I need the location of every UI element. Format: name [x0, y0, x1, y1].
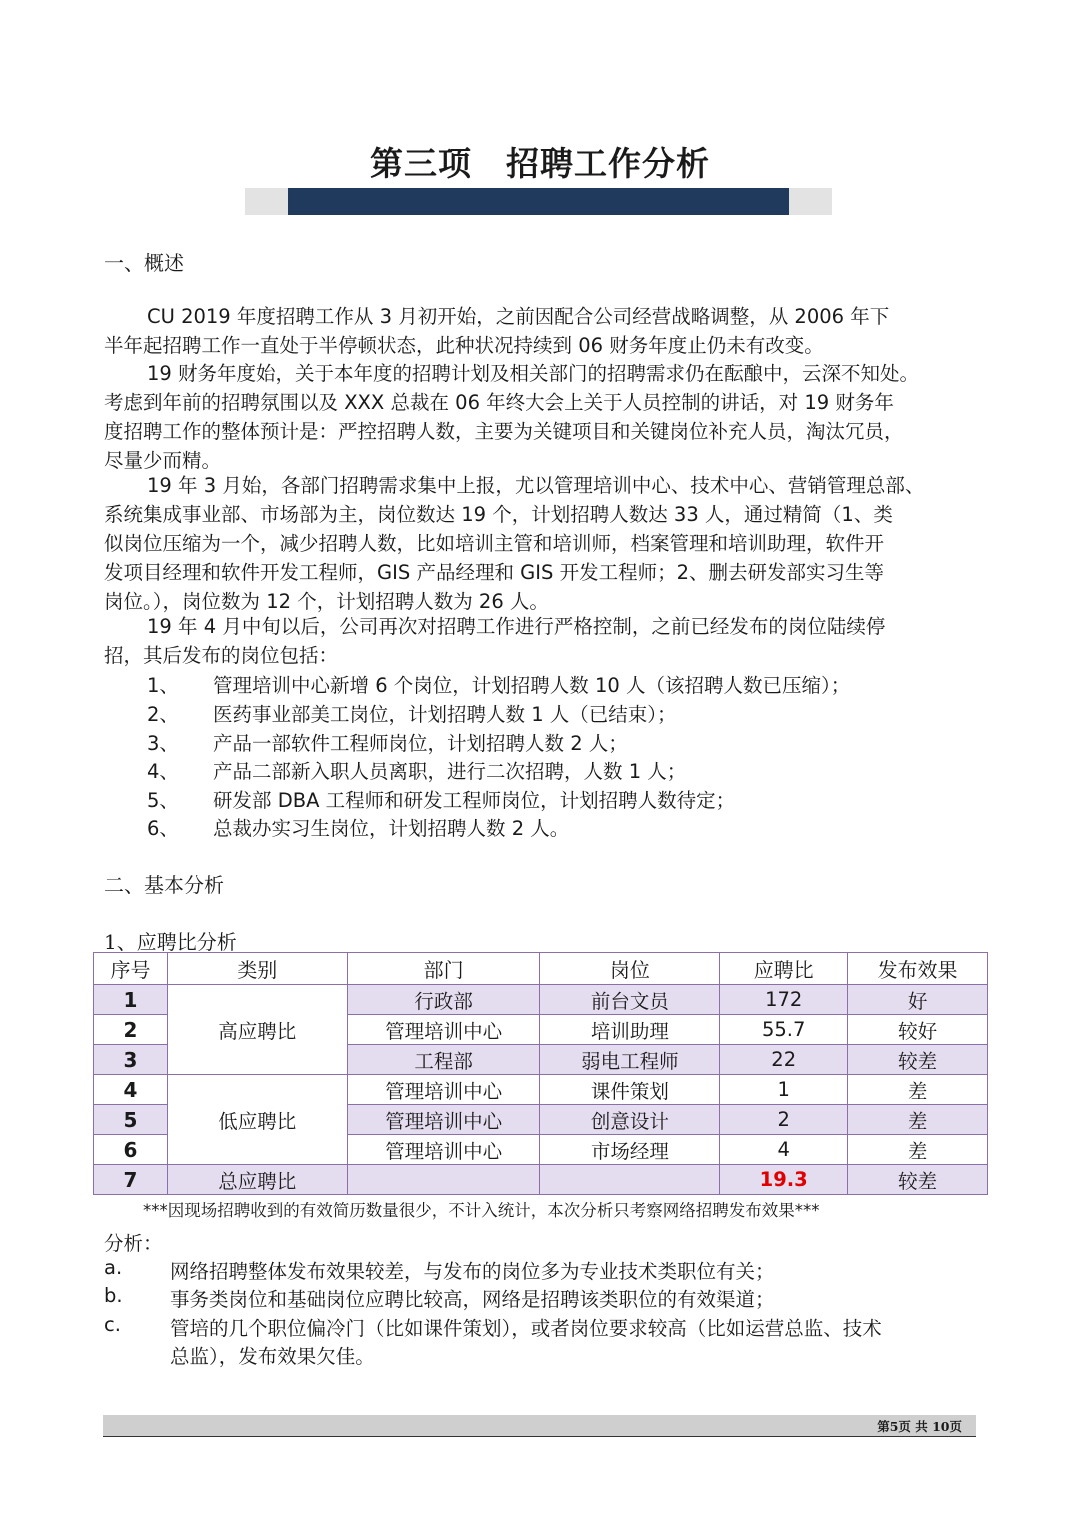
analysis-item-letter: b.: [104, 1284, 123, 1307]
analysis-item-text: 网络招聘整体发布效果较差，与发布的岗位多为专业技术类职位有关；: [170, 1260, 775, 1283]
cell-effect: 好: [848, 985, 988, 1015]
subsection-heading: 1、应聘比分析: [104, 930, 237, 954]
cell-effect: 较差: [848, 1045, 988, 1075]
cell-category-low: 低应聘比: [167, 1075, 347, 1165]
list-item: 5、 研发部 DBA 工程师和研发工程师岗位，计划招聘人数待定；: [147, 789, 736, 812]
paragraph-3: [104, 471, 976, 616]
cell-ratio: 4: [720, 1135, 848, 1165]
cell-effect: 较好: [848, 1015, 988, 1045]
paragraph-line: 似岗位压缩为一个，减少招聘人数，比如培训主管和培训师，档案管理和培训助理，软件开: [104, 532, 885, 555]
page-number: 第5页 共 10页: [877, 1419, 962, 1434]
section-heading-analysis: 二、基本分析: [104, 873, 224, 897]
cell-dept: 行政部: [347, 985, 540, 1015]
cell-dept: 管理培训中心: [347, 1105, 540, 1135]
page-title: 第三项 招聘工作分析: [370, 144, 710, 183]
section-heading-overview: 一、概述: [104, 251, 184, 275]
list-item: 6、 总裁办实习生岗位，计划招聘人数 2 人。: [147, 817, 570, 840]
cell-ratio: 22: [720, 1045, 848, 1075]
analysis-item-text: 管培的几个职位偏冷门（比如课件策划），或者岗位要求较高（比如运营总监、技术: [170, 1317, 882, 1340]
cell-post: 市场经理: [540, 1135, 720, 1165]
cell-dept: 管理培训中心: [347, 1135, 540, 1165]
table-header-row: [94, 953, 988, 985]
analysis-item-letter: a.: [104, 1256, 123, 1279]
header-post: 岗位: [540, 953, 720, 985]
cell-seq: 5: [94, 1105, 168, 1135]
analysis-heading: 分析：: [104, 1232, 163, 1255]
cell-seq: 2: [94, 1015, 168, 1045]
header-dept: 部门: [347, 953, 540, 985]
list-item: 2、 医药事业部美工岗位，计划招聘人数 1 人（已结束）；: [147, 703, 677, 726]
analysis-item-text: 事务类岗位和基础岗位应聘比较高，网络是招聘该类职位的有效渠道；: [170, 1288, 775, 1311]
table-footnote: ***因现场招聘收到的有效简历数量很少，不计入统计，本次分析只考察网络招聘发布效果***: [143, 1201, 820, 1220]
paragraph-line: 尽量少而精。: [104, 449, 222, 472]
list-item: 1、 管理培训中心新增 6 个岗位，计划招聘人数 10 人（该招聘人数已压缩）；: [147, 674, 851, 697]
cell-seq: 4: [94, 1075, 168, 1105]
footer-bar: [103, 1415, 976, 1437]
cell-ratio: 2: [720, 1105, 848, 1135]
table-total-row: [94, 1165, 988, 1195]
header-ratio: 应聘比: [720, 953, 848, 985]
paragraph-line: 度招聘工作的整体预计是：严控招聘人数，主要为关键项目和关键岗位补充人员，淘汰冗员，: [104, 420, 904, 443]
paragraph-line: 19 年 3 月始，各部门招聘需求集中上报，尤以管理培训中心、技术中心、营销管理总部、: [147, 474, 925, 497]
analysis-item-letter: c.: [104, 1313, 121, 1336]
paragraph-4: [104, 612, 976, 670]
paragraph-line: 19 年 4 月中旬以后，公司再次对招聘工作进行严格控制，之前已经发布的岗位陆续停: [147, 615, 886, 638]
paragraph-line: 发项目经理和软件开发工程师，GIS 产品经理和 GIS 开发工程师；2、删去研发部实习生等: [104, 561, 884, 584]
cell-post: 培训助理: [540, 1015, 720, 1045]
cell-category-high: 高应聘比: [167, 985, 347, 1075]
table-row: [94, 1075, 988, 1105]
application-ratio-table: [93, 952, 988, 1195]
cell-empty: [540, 1165, 720, 1195]
paragraph-line: CU 2019 年度招聘工作从 3 月初开始，之前因配合公司经营战略调整，从 2006 年下: [147, 305, 890, 328]
paragraph-line: 岗位。），岗位数为 12 个，计划招聘人数为 26 人。: [104, 590, 549, 613]
cell-dept: 管理培训中心: [347, 1015, 540, 1045]
paragraph-1: [104, 302, 976, 360]
cell-seq: 6: [94, 1135, 168, 1165]
paragraph-line: 半年起招聘工作一直处于半停顿状态，此种状况持续到 06 财务年度止仍未有改变。: [104, 334, 824, 357]
cell-seq: 1: [94, 985, 168, 1015]
cell-dept: 管理培训中心: [347, 1075, 540, 1105]
paragraph-2: [104, 359, 976, 475]
cell-empty: [347, 1165, 540, 1195]
paragraph-line: 系统集成事业部、市场部为主，岗位数达 19 个，计划招聘人数达 33 人，通过精简（1、类: [104, 503, 893, 526]
cell-seq: 3: [94, 1045, 168, 1075]
cell-effect: 差: [848, 1075, 988, 1105]
paragraph-line: 19 财务年度始，关于本年度的招聘计划及相关部门的招聘需求仍在酝酿中，云深不知处。: [147, 362, 920, 385]
cell-seq: 7: [94, 1165, 168, 1195]
paragraph-line: 考虑到年前的招聘氛围以及 XXX 总裁在 06 年终大会上关于人员控制的讲话，对 19 财务年: [104, 391, 894, 414]
title-underline-bar: [245, 188, 832, 215]
analysis-item-text: 总监），发布效果欠佳。: [170, 1345, 375, 1368]
cell-total-label: 总应聘比: [167, 1165, 347, 1195]
header-effect: 发布效果: [848, 953, 988, 985]
paragraph-line: 招，其后发布的岗位包括：: [104, 644, 339, 667]
cell-post: 创意设计: [540, 1105, 720, 1135]
title-underline-accent: [288, 188, 789, 215]
list-item: 3、 产品一部软件工程师岗位，计划招聘人数 2 人；: [147, 732, 628, 755]
cell-effect: 差: [848, 1135, 988, 1165]
cell-effect: 差: [848, 1105, 988, 1135]
cell-effect: 较差: [848, 1165, 988, 1195]
cell-post: 前台文员: [540, 985, 720, 1015]
list-item: 4、 产品二部新入职人员离职，进行二次招聘，人数 1 人；: [147, 760, 687, 783]
cell-ratio: 55.7: [720, 1015, 848, 1045]
header-seq: 序号: [94, 953, 168, 985]
cell-ratio: 172: [720, 985, 848, 1015]
header-category: 类别: [167, 953, 347, 985]
cell-post: 弱电工程师: [540, 1045, 720, 1075]
cell-dept: 工程部: [347, 1045, 540, 1075]
cell-post: 课件策划: [540, 1075, 720, 1105]
cell-total-ratio: 19.3: [720, 1165, 848, 1195]
cell-ratio: 1: [720, 1075, 848, 1105]
table-row: [94, 985, 988, 1015]
